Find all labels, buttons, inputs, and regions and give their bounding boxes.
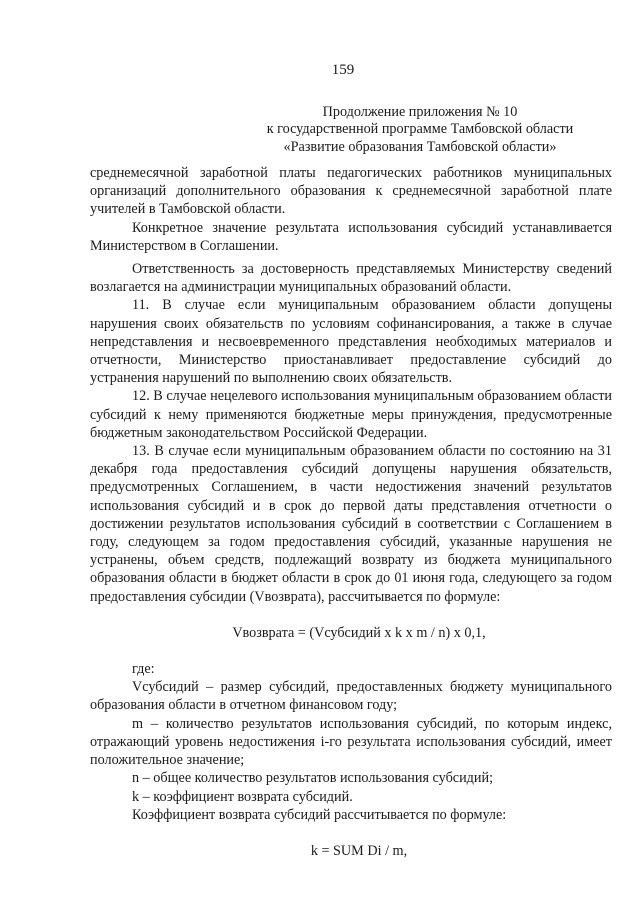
definition-n: n – общее количество результатов использования субсидий;	[132, 770, 494, 787]
appendix-header	[240, 104, 600, 156]
paragraph-coefficient: Коэффициент возврата субсидий рассчитывается по формуле:	[132, 806, 507, 823]
paragraph-result-value: Конкретное значение результата использования субсидий устанавливается Министерством в Соглашении.	[90, 219, 612, 254]
paragraph-clause-12: 12. В случае нецелевого использования муниципальным образованием области субсидий к нему применяются бюджетные меры принуждения, предусмотренные бюджетным законодательством Российской Федерации.	[90, 388, 612, 441]
definition-m: m – количество результатов использования субсидий, по которым индекс, отражающий уровень недостижения i-го результата использования субсидий, имеет положительное значение;	[90, 715, 612, 769]
definition-v-subsidy: Vсубсидий – размер субсидий, предоставленных бюджету муниципального образования области в отчетном финансовом году;	[90, 679, 612, 714]
document-body	[90, 164, 612, 860]
header-line-1: Продолжение приложения № 10	[322, 104, 518, 120]
paragraph-responsibility: Ответственность за достоверность представляемых Министерству сведений возлагается на администрации муниципальных образований области.	[90, 261, 612, 296]
header-line-2: к государственной программе Тамбовской области	[266, 121, 574, 138]
paragraph-continuation: среднемесячной заработной платы педагогических работников муниципальных организаций дополнительного образования к среднемесячной заработной плате учителей в Тамбовской области.	[90, 165, 612, 218]
page-number: 159	[331, 62, 355, 78]
formula-where-label: где:	[132, 661, 155, 678]
header-line-3: «Развитие образования Тамбовской области»	[283, 138, 557, 155]
definition-k: k – коэффициент возврата субсидий.	[132, 788, 353, 805]
formula-refund-volume: Vвозврата = (Vсубсидий x k x m / n) x 0,1,	[232, 624, 486, 641]
paragraph-clause-13: 13. В случае если муниципальным образованием области по состоянию на 31 декабря года предоставления субсидий допущены нарушения обязательств, предусмотренных Соглашением, в части недостижения значений результатов использования субсидий и в срок до первой даты представления отчетности о достижении результатов использования субсидий в соответствии с Соглашением в году, следующем за годом предоставления субсидий, указанные нарушения не устранены, объем средств, подлежащий возврату из бюджета муниципального образования области в бюджет области в срок до 01 июня года, следующего за годом предоставления субсидии (Vвозврата), рассчитывается по формуле:	[90, 443, 612, 605]
paragraph-clause-11: 11. В случае если муниципальным образованием области допущены нарушения своих обязательств по условиям софинансирования, а также в случае непредставления и несвоевременного представления необходимых материалов и отчетности, Министерство приостанавливает предоставление субсидий до устранения нарушений по выполнению своих обязательств.	[90, 297, 612, 387]
formula-coefficient: k = SUM Di / m,	[310, 842, 408, 859]
